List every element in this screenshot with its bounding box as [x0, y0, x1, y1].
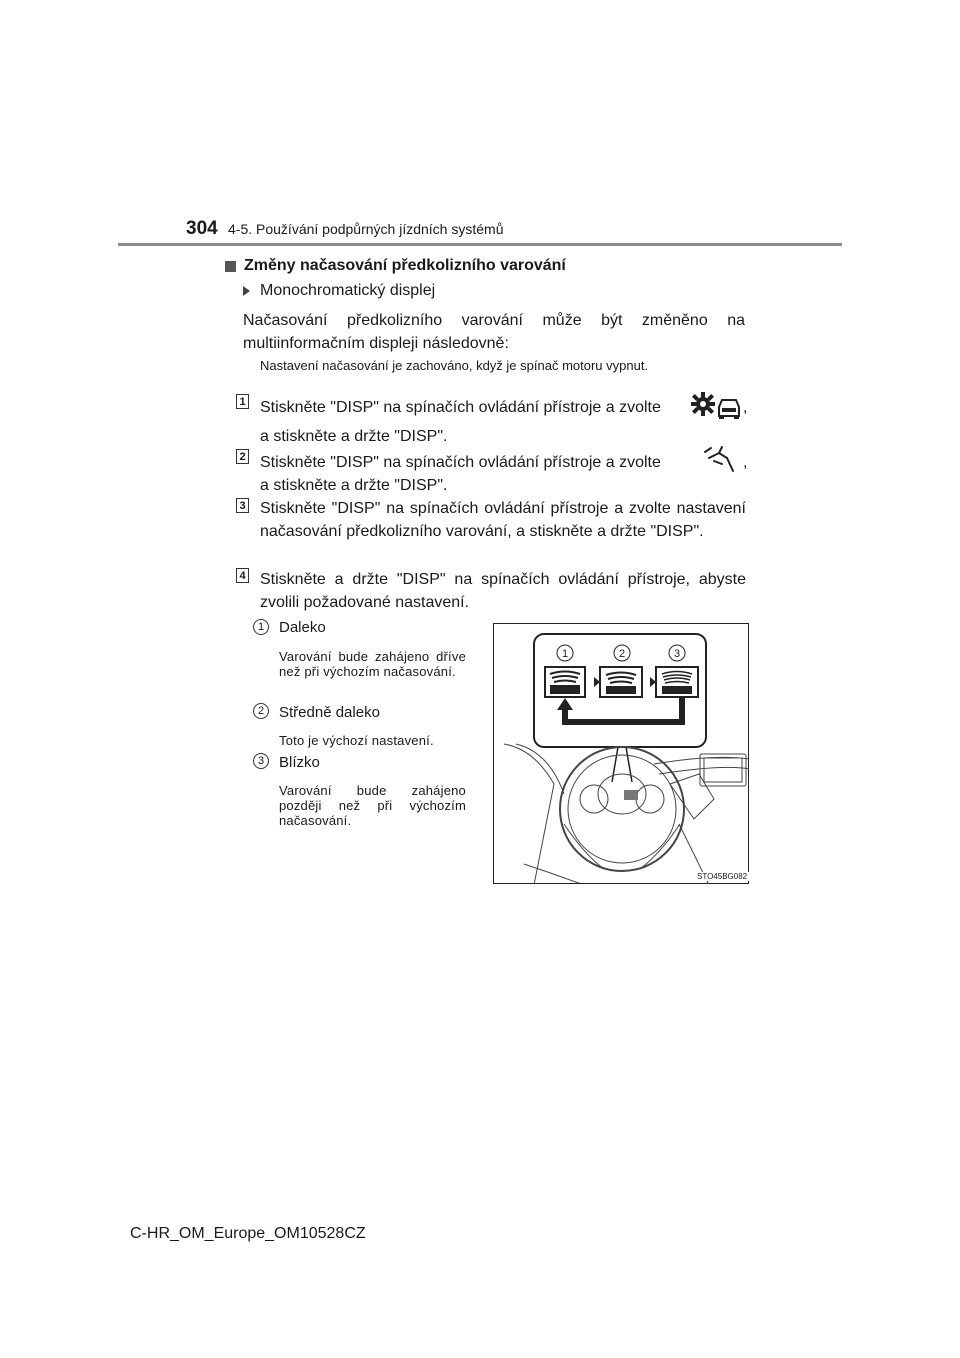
callout-number-1: 1: [561, 648, 569, 660]
display-screen: [624, 790, 638, 800]
display-setting-near: [656, 667, 698, 697]
option-desc-2: Toto je výchozí nastavení.: [279, 733, 434, 748]
step-1-line-2: a stiskněte a držte "DISP".: [260, 428, 448, 445]
dashboard-illustration: [494, 624, 749, 884]
subheading: [243, 282, 435, 300]
car-icon: [716, 398, 742, 420]
option-label-3: Blízko: [279, 754, 320, 771]
option-label-1: Daleko: [279, 619, 326, 636]
display-setting-middle: [600, 667, 642, 697]
arrow-up-icon: [557, 698, 573, 710]
option-desc-3: Varování bude zahájeno později než při výchozím načasování.: [279, 783, 466, 828]
step-number-2: 2: [236, 449, 249, 464]
bird-icon: [700, 445, 738, 477]
option-number-2: 2: [253, 703, 269, 719]
display-setting-far: [545, 667, 585, 697]
figure-illustration: [493, 623, 749, 884]
subheading-text: Monochromatický displej: [260, 282, 436, 299]
step-number-4: 4: [236, 568, 249, 583]
option-number-1: 1: [253, 619, 269, 635]
section-title-text: Změny načasování předkolizního varování: [244, 257, 566, 274]
chapter-title: 4-5. Používání podpůrných jízdních systémů: [228, 221, 504, 237]
page-number: 304: [186, 218, 218, 239]
gear-icon: [689, 391, 717, 417]
intro-paragraph: Načasování předkolizního varování může být změněno na multiinformačním displeji následovně:: [243, 312, 745, 352]
option-desc-1: Varování bude zahájeno dříve než při výchozím načasování.: [279, 649, 466, 679]
section-title: [225, 257, 566, 275]
triangle-bullet-icon: [243, 286, 250, 296]
step-4-text: Stiskněte a držte "DISP" na spínačích ovládání přístroje, abyste zvolili požadované nastavení.: [260, 571, 746, 611]
dashboard-sketch: [504, 744, 749, 884]
step-2-line-1: Stiskněte "DISP" na spínačích ovládání přístroje a zvolte: [260, 454, 661, 471]
step-1-line-1: Stiskněte "DISP" na spínačích ovládání přístroje a zvolte: [260, 399, 661, 416]
square-bullet-icon: [225, 261, 236, 272]
step-3-text: Stiskněte "DISP" na spínačích ovládání přístroje a zvolte nastavení načasování předkolizního varování, a stiskněte a držte "DISP".: [260, 500, 746, 540]
step-2-line-2: a stiskněte a držte "DISP".: [260, 477, 448, 494]
step-number-1: 1: [236, 394, 249, 409]
step-number-3: 3: [236, 498, 249, 513]
callout-number-3: 3: [673, 648, 681, 660]
footer-doc-id: C-HR_OM_Europe_OM10528CZ: [130, 1225, 366, 1242]
option-number-3: 3: [253, 753, 269, 769]
arrow-right-icon: [643, 677, 656, 687]
option-label-2: Středně daleko: [279, 704, 380, 721]
figure-code: STO45BG082: [697, 872, 748, 881]
header-divider: [118, 243, 842, 246]
callout-number-2: 2: [618, 648, 626, 660]
step-2-comma: ,: [743, 454, 748, 471]
step-1-comma: ,: [743, 399, 748, 416]
note-text: Nastavení načasování je zachováno, když je spínač motoru vypnut.: [260, 358, 649, 373]
arrow-right-icon: [586, 677, 600, 687]
